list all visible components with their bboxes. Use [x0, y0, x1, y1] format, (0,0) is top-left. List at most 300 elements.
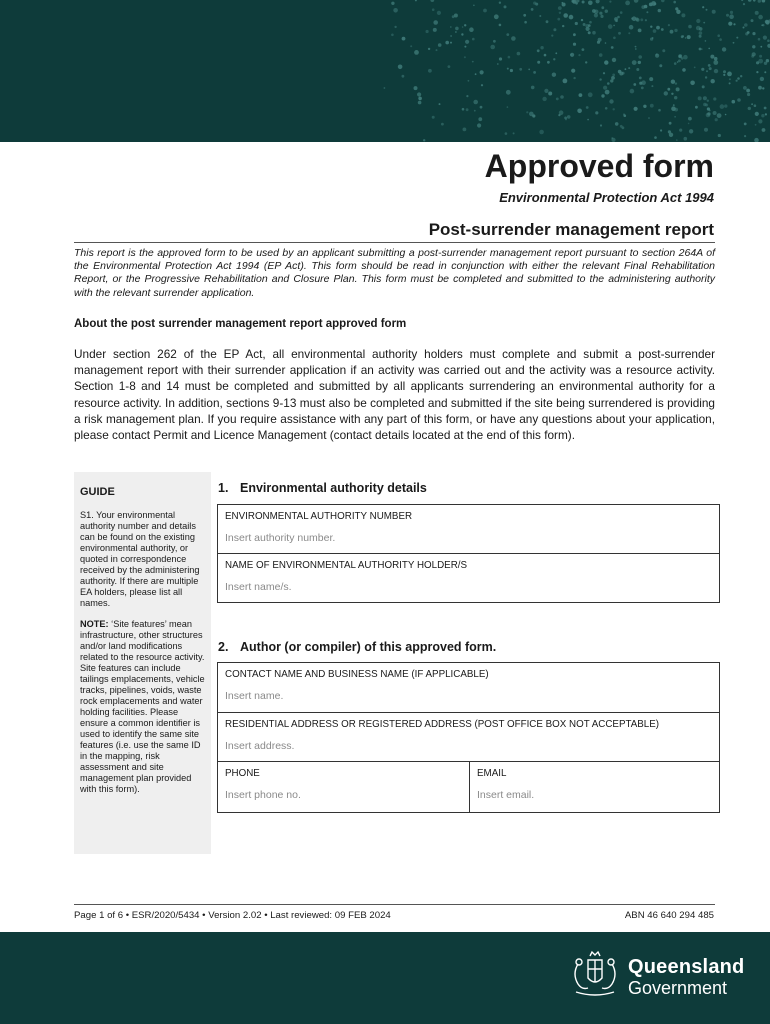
decorative-dot — [414, 50, 419, 55]
decorative-dot — [414, 86, 418, 90]
section-2-heading — [218, 640, 496, 654]
decorative-dot — [705, 40, 707, 42]
decorative-dot — [741, 0, 743, 1]
decorative-dot — [722, 47, 726, 51]
contact-name-field[interactable] — [218, 663, 719, 713]
decorative-dot — [469, 27, 474, 32]
decorative-dot — [480, 106, 483, 109]
decorative-dot — [668, 24, 670, 26]
decorative-dot — [743, 3, 745, 5]
decorative-dot — [638, 61, 641, 64]
decorative-dot — [450, 26, 452, 28]
decorative-dot — [558, 6, 562, 10]
decorative-dot — [524, 21, 527, 24]
about-heading: About the post surrender management report approved form — [74, 318, 407, 330]
decorative-dot — [478, 117, 482, 121]
decorative-dot — [643, 105, 646, 108]
decorative-dot — [546, 20, 549, 23]
decorative-dot — [586, 106, 589, 109]
decorative-dot — [439, 103, 441, 105]
phone-label: PHONE — [225, 768, 260, 779]
decorative-dot — [726, 14, 729, 17]
decorative-dot — [748, 0, 752, 2]
decorative-dot — [696, 26, 701, 31]
decorative-dot — [737, 77, 740, 80]
decorative-dot — [660, 129, 662, 131]
decorative-dot — [588, 31, 591, 34]
decorative-dot — [499, 24, 502, 27]
decorative-dot — [428, 69, 432, 73]
email-label: EMAIL — [477, 768, 507, 779]
decorative-dot — [729, 14, 734, 19]
decorative-dot — [740, 75, 742, 77]
title-divider — [74, 242, 715, 243]
decorative-dot — [747, 93, 750, 96]
decorative-dot — [662, 49, 665, 52]
act-name: Environmental Protection Act 1994 — [499, 190, 714, 205]
decorative-dot — [510, 69, 513, 72]
decorative-dot — [448, 65, 451, 68]
decorative-dot — [601, 94, 604, 97]
decorative-dot — [702, 6, 704, 8]
decorative-dot — [634, 0, 639, 3]
decorative-dot — [578, 54, 580, 56]
decorative-dot — [402, 37, 406, 41]
decorative-dot — [595, 111, 598, 114]
decorative-dot — [620, 125, 623, 128]
section-1-number: 1. — [218, 481, 229, 495]
decorative-dot — [394, 26, 396, 28]
decorative-dot — [701, 68, 704, 71]
decorative-dot — [639, 77, 642, 80]
logo-word-government: Government — [628, 978, 728, 998]
decorative-dot — [719, 38, 722, 41]
decorative-dot — [433, 28, 437, 32]
decorative-dot — [681, 57, 684, 60]
decorative-dot — [597, 41, 600, 44]
decorative-dot — [505, 132, 508, 135]
decorative-dot — [704, 128, 708, 132]
decorative-dot — [592, 9, 596, 13]
about-body: Under section 262 of the EP Act, all environmental authority holders must complete and submit a post-surrender management report with their surrender application if an activity was carried out and the activity was a resource activity. Section 1-8 and 14 must be completed and submitted by all applicants surrendering an environmental authority for a resource activity. In addition, sections 9-13 must also be completed and submitted if the site being surrendered is providing a risk management plan. If you require assistance with any part of this form, or have any questions about your application, please contact Permit and Licence Management (contact details located at the end of this form). — [74, 347, 715, 443]
decorative-dot — [725, 114, 727, 116]
decorative-dot — [481, 84, 483, 86]
decorative-dot — [565, 118, 567, 120]
decorative-dot — [506, 33, 509, 36]
decorative-dot — [513, 132, 515, 134]
guide-note-text: ‘Site features’ mean infrastructure, other structures and/or land modifications related to the resource activity. Site features can include tailings emplacements, vehicle tracks, pipelines, voids, waste rock emplacements and water holding facilities. Please ensure a common identifier is used to identify the same site features (i.e. use the same ID in the mapping, risk assessment and site management plan provided with this form). — [80, 619, 205, 794]
decorative-dot — [752, 45, 755, 48]
decorative-dot — [553, 28, 556, 31]
decorative-dot — [585, 61, 587, 63]
decorative-dot — [428, 48, 430, 50]
email-field[interactable] — [469, 762, 719, 812]
decorative-dot — [605, 42, 607, 44]
decorative-dot — [755, 112, 759, 116]
decorative-dot — [517, 52, 521, 56]
header-banner — [0, 0, 770, 142]
decorative-dot — [765, 113, 767, 115]
decorative-dot — [618, 32, 621, 35]
decorative-dot — [754, 138, 759, 142]
decorative-dot — [687, 35, 691, 39]
decorative-dot — [567, 115, 571, 119]
decorative-dot — [615, 122, 619, 126]
decorative-dot — [724, 104, 727, 107]
decorative-dot — [468, 80, 470, 82]
decorative-dot — [645, 19, 647, 21]
decorative-dot — [462, 108, 465, 111]
guide-panel — [74, 472, 211, 854]
decorative-dot — [630, 89, 635, 94]
coat-of-arms-icon — [566, 950, 624, 1002]
section-1-title: Environmental authority details — [240, 481, 427, 495]
decorative-dot — [480, 70, 484, 74]
decorative-dot — [628, 32, 630, 34]
decorative-dot — [402, 75, 405, 78]
decorative-dot — [437, 11, 441, 15]
decorative-dot — [656, 54, 658, 56]
decorative-dot — [690, 81, 695, 86]
decorative-dot — [720, 104, 725, 109]
decorative-dot — [636, 68, 639, 71]
decorative-dot — [391, 34, 394, 37]
decorative-dot — [758, 119, 762, 123]
decorative-dot — [654, 136, 657, 139]
decorative-dot — [544, 54, 547, 57]
decorative-dot — [733, 42, 735, 44]
decorative-dot — [718, 134, 721, 137]
section-2-title: Author (or compiler) of this approved form. — [240, 640, 497, 654]
decorative-dot — [612, 74, 615, 77]
decorative-dot — [669, 122, 672, 125]
queensland-government-logo — [566, 950, 745, 1002]
decorative-dot — [714, 69, 718, 73]
decorative-dot — [650, 38, 653, 41]
decorative-dot — [475, 73, 477, 75]
decorative-dot — [674, 62, 677, 65]
decorative-dot — [432, 116, 435, 119]
decorative-dot — [562, 25, 564, 27]
decorative-dot — [679, 55, 681, 57]
decorative-dot — [548, 92, 552, 96]
decorative-dot — [752, 32, 755, 35]
decorative-dot — [575, 22, 578, 25]
footer-abn: ABN 46 640 294 485 — [624, 910, 714, 921]
decorative-dot — [464, 24, 466, 26]
decorative-dot — [531, 86, 535, 90]
decorative-dot — [656, 26, 660, 30]
phone-email-row — [218, 762, 719, 812]
decorative-dot — [644, 5, 648, 9]
decorative-dot — [582, 1, 585, 4]
section-1-table — [217, 504, 720, 603]
decorative-dot — [463, 127, 467, 131]
decorative-dot — [438, 43, 442, 47]
decorative-dot — [603, 72, 605, 74]
decorative-dot — [668, 130, 671, 133]
decorative-dot — [628, 67, 630, 69]
decorative-dot — [673, 104, 675, 106]
decorative-dot — [587, 119, 589, 121]
decorative-dot — [713, 60, 718, 65]
decorative-dot — [732, 100, 736, 104]
intro-text: This report is the approved form to be used by an applicant submitting a post-surrender management report pursuant to section 264A of the Environmental Protection Act 1994 (EP Act). This form should be read in conjunction with either the relevant Final Rehabilitation Report, or the Progressive Rehabilitation and Closure Plan. This form must be completed and submitted to the administering authority with the relevant surrender application. — [74, 247, 715, 299]
decorative-dot — [445, 41, 449, 45]
decorative-dot — [723, 70, 726, 73]
contact-name-label: CONTACT NAME AND BUSINESS NAME (IF APPLICABLE) — [225, 669, 489, 680]
decorative-dot — [529, 112, 534, 117]
decorative-dot — [599, 12, 602, 15]
phone-field[interactable] — [218, 762, 469, 812]
decorative-dot — [751, 55, 754, 58]
decorative-dot — [632, 60, 637, 65]
decorative-dot — [648, 117, 650, 119]
decorative-dot — [762, 128, 766, 132]
decorative-dot — [708, 48, 710, 50]
decorative-dot — [707, 100, 709, 102]
decorative-dot — [573, 33, 576, 36]
decorative-dot — [641, 87, 644, 90]
decorative-dot — [583, 23, 586, 26]
decorative-dot — [755, 11, 759, 15]
ea-holder-label: NAME OF ENVIRONMENTAL AUTHORITY HOLDER/S — [225, 560, 468, 571]
decorative-dot — [743, 86, 747, 90]
decorative-dot — [570, 54, 572, 56]
decorative-dot — [676, 87, 680, 91]
decorative-dot — [528, 69, 530, 71]
decorative-dot — [696, 19, 700, 23]
decorative-dot — [658, 109, 661, 112]
decorative-dot — [511, 36, 516, 41]
decorative-dot — [712, 10, 716, 14]
decorative-dot — [611, 138, 615, 142]
decorative-dot — [754, 104, 757, 107]
decorative-dot — [551, 35, 553, 37]
decorative-dot — [635, 48, 637, 50]
address-input[interactable]: Insert address. — [225, 740, 295, 752]
decorative-dot — [620, 11, 623, 14]
decorative-dot — [698, 96, 702, 100]
decorative-dot — [461, 33, 463, 35]
decorative-dot — [418, 97, 422, 101]
decorative-dot — [711, 79, 715, 83]
decorative-dot — [658, 9, 661, 12]
decorative-dot — [609, 1, 611, 3]
decorative-dot — [661, 28, 664, 31]
decorative-dot — [681, 35, 684, 38]
decorative-dot — [753, 0, 756, 2]
decorative-dot — [418, 101, 422, 105]
decorative-dot — [730, 11, 733, 14]
decorative-dot — [688, 25, 692, 29]
decorative-dot — [714, 57, 718, 61]
decorative-dot — [653, 29, 657, 33]
decorative-dot — [611, 46, 614, 49]
decorative-dot — [563, 79, 568, 84]
decorative-dot — [600, 124, 602, 126]
decorative-dot — [649, 77, 653, 81]
decorative-dot — [601, 6, 604, 9]
decorative-dot — [450, 42, 452, 44]
decorative-dot — [638, 29, 642, 33]
decorative-dot — [605, 10, 608, 13]
decorative-dot — [695, 106, 698, 109]
decorative-dot — [678, 59, 681, 62]
decorative-dot — [631, 17, 633, 19]
decorative-dot — [613, 37, 616, 40]
decorative-dot — [589, 21, 592, 24]
decorative-dot — [699, 31, 703, 35]
decorative-dot — [758, 0, 761, 3]
decorative-dot — [581, 19, 583, 21]
decorative-dot — [676, 139, 678, 141]
dot-pattern-decoration — [0, 0, 770, 142]
decorative-dot — [673, 1, 676, 4]
decorative-dot — [688, 123, 690, 125]
decorative-dot — [613, 25, 615, 27]
decorative-dot — [634, 107, 638, 111]
guide-s1: S1. Your environmental authority number and details can be found on the existing environmental authority, or quoted in correspondence received by the administering authority. If there are multiple EA holders, please list all names. — [80, 510, 200, 608]
decorative-dot — [483, 9, 487, 13]
decorative-dot — [614, 17, 618, 21]
decorative-dot — [705, 76, 707, 78]
decorative-dot — [635, 46, 637, 48]
decorative-dot — [703, 22, 705, 24]
decorative-dot — [436, 49, 438, 51]
decorative-dot — [542, 97, 546, 101]
decorative-dot — [559, 12, 561, 14]
decorative-dot — [751, 19, 754, 22]
decorative-dot — [679, 129, 682, 132]
decorative-dot — [729, 78, 731, 80]
contact-name-input[interactable]: Insert name. — [225, 690, 284, 702]
email-input[interactable]: Insert email. — [477, 789, 535, 801]
decorative-dot — [599, 78, 601, 80]
decorative-dot — [744, 135, 746, 137]
decorative-dot — [756, 71, 758, 73]
decorative-dot — [763, 36, 767, 40]
decorative-dot — [455, 31, 457, 33]
decorative-dot — [684, 137, 688, 141]
decorative-dot — [650, 26, 652, 28]
decorative-dot — [674, 116, 676, 118]
decorative-dot — [454, 14, 458, 18]
decorative-dot — [464, 56, 466, 58]
phone-input[interactable]: Insert phone no. — [225, 789, 301, 801]
decorative-dot — [764, 71, 766, 73]
decorative-dot — [537, 61, 540, 64]
decorative-dot — [723, 74, 725, 76]
decorative-dot — [465, 40, 469, 44]
decorative-dot — [558, 114, 560, 116]
decorative-dot — [618, 70, 622, 74]
decorative-dot — [694, 67, 696, 69]
guide-note-label: NOTE: — [80, 619, 109, 629]
decorative-dot — [758, 38, 761, 41]
decorative-dot — [717, 113, 722, 118]
decorative-dot — [674, 96, 677, 99]
decorative-dot — [473, 100, 478, 105]
decorative-dot — [736, 37, 738, 39]
decorative-dot — [450, 35, 452, 37]
ea-holder-field[interactable] — [218, 554, 719, 602]
decorative-dot — [490, 45, 495, 50]
decorative-dot — [760, 77, 764, 81]
ea-number-field[interactable] — [218, 505, 719, 554]
decorative-dot — [709, 67, 712, 70]
decorative-dot — [472, 38, 475, 41]
decorative-dot — [706, 9, 708, 11]
decorative-dot — [384, 87, 386, 89]
decorative-dot — [736, 80, 738, 82]
decorative-dot — [651, 1, 656, 6]
decorative-dot — [743, 27, 745, 29]
decorative-dot — [594, 13, 598, 17]
decorative-dot — [688, 117, 692, 121]
address-label: RESIDENTIAL ADDRESS OR REGISTERED ADDRESS (POST OFFICE BOX NOT ACCEPTABLE) — [225, 719, 660, 730]
decorative-dot — [674, 29, 677, 32]
decorative-dot — [477, 123, 481, 127]
decorative-dot — [708, 64, 711, 67]
decorative-dot — [415, 0, 417, 1]
decorative-dot — [640, 18, 643, 21]
decorative-dot — [571, 69, 575, 73]
decorative-dot — [605, 90, 610, 95]
decorative-dot — [607, 82, 610, 85]
decorative-dot — [433, 20, 438, 25]
decorative-dot — [569, 15, 574, 20]
decorative-dot — [659, 64, 662, 67]
decorative-dot — [474, 110, 476, 112]
decorative-dot — [705, 104, 708, 107]
section-2-table — [217, 662, 720, 813]
decorative-dot — [683, 55, 688, 60]
ea-number-input[interactable]: Insert authority number. — [225, 532, 336, 544]
decorative-dot — [629, 25, 634, 30]
decorative-dot — [751, 103, 753, 105]
decorative-dot — [682, 68, 686, 72]
decorative-dot — [430, 0, 434, 2]
decorative-dot — [638, 55, 642, 59]
decorative-dot — [674, 108, 678, 112]
decorative-dot — [703, 96, 707, 100]
decorative-dot — [540, 46, 543, 49]
decorative-dot — [737, 98, 741, 102]
ea-holder-input[interactable]: Insert name/s. — [225, 581, 292, 593]
decorative-dot — [760, 46, 762, 48]
decorative-dot — [588, 1, 593, 6]
decorative-dot — [507, 68, 509, 70]
decorative-dot — [661, 0, 665, 2]
decorative-dot — [582, 48, 585, 51]
decorative-dot — [493, 40, 496, 43]
decorative-dot — [748, 107, 751, 110]
decorative-dot — [499, 57, 502, 60]
decorative-dot — [507, 106, 509, 108]
address-field[interactable] — [218, 713, 719, 762]
decorative-dot — [767, 39, 770, 42]
decorative-dot — [562, 2, 564, 4]
decorative-dot — [497, 63, 499, 65]
decorative-dot — [670, 30, 674, 34]
decorative-dot — [504, 5, 507, 8]
decorative-dot — [563, 13, 568, 18]
decorative-dot — [604, 60, 608, 64]
page-title: Approved form — [484, 148, 714, 184]
decorative-dot — [713, 111, 717, 115]
decorative-dot — [611, 76, 615, 80]
